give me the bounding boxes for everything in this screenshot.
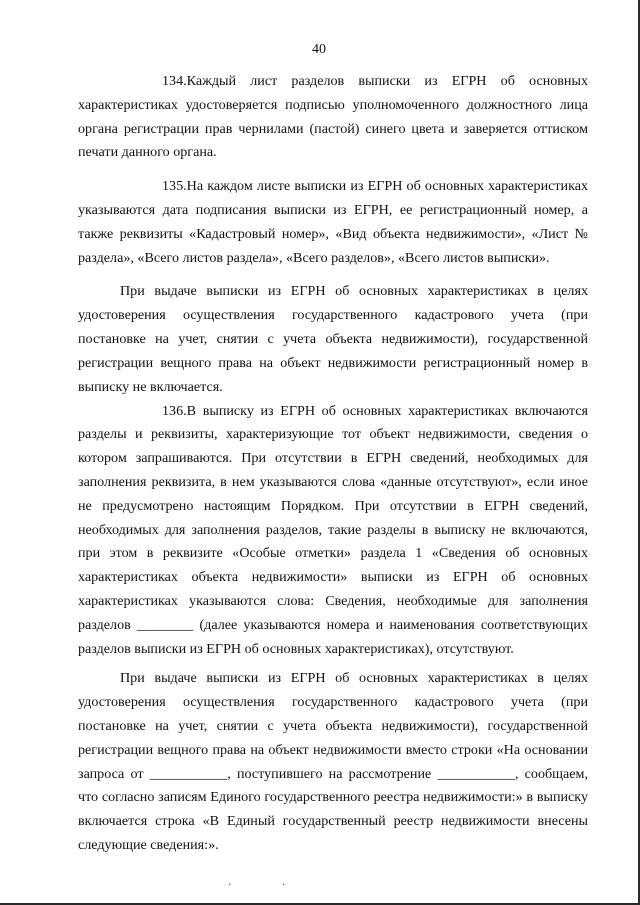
paragraph-134 [78, 70, 588, 165]
paragraph-text: Каждый лист разделов выписки из ЕГРН об основных характеристиках удостоверяется подписью уполномоченного должностного лица органа регистрации прав чернилами (пастой) синего цвета и заверяется оттиском печати данного органа. [78, 73, 588, 161]
document-body [78, 70, 588, 858]
paragraph-text: При выдаче выписки из ЕГРН об основных характеристиках в целях удостоверения осуществления государственного кадастрового учета (при постановке на учет, снятии с учета объекта недвижимости), государственной регистрации вещного права на объект недвижимости регистрационный номер в выписку не включается. [78, 283, 588, 395]
paragraph-text: В выписку из ЕГРН об основных характеристиках включаются разделы и реквизиты, характеризующие тот объект недвижимости, сведения о котором запрашиваются. При отсутствии в ЕГРН сведений, необходимых для заполнения реквизита, в нем указываются слова «данные отсутствуют», если иное не предусмотрено настоящим Порядком. При отсутствии в ЕГРН сведений, необходимых для заполнения разделов, такие разделы в выписку не включаются, при этом в реквизите «Особые отметки» раздела 1 «Сведения об основных характеристиках объекта недвижимости» выписки из ЕГРН об основных характеристиках указываются слова: Сведения, необходимые для заполнения разделов ________ (далее указываются номера и наименования соответствующих разделов выписки из ЕГРН об основных характеристиках), отсутствуют. [78, 402, 588, 657]
paragraph-number: 134. [162, 73, 187, 89]
paragraph-number: 135. [162, 178, 187, 195]
paragraph-135-registration-note [78, 280, 588, 399]
page-number: 40 [312, 42, 326, 57]
paragraph-136 [78, 400, 588, 662]
paragraph-text: На каждом листе выписки из ЕГРН об основных характеристиках указываются дата подписания выписки из ЕГРН, ее регистрационный номер, а также реквизиты «Кадастровый номер», «Вид объекта недвижимости», «Лист № раздела», «Всего листов раздела», «Всего разделов», «Всего листов выписки». [78, 178, 588, 266]
paragraph-text: При выдаче выписки из ЕГРН об основных характеристиках в целях удостоверения осуществления государственного кадастрового учета (при постановке на учет, снятии с учета объекта недвижимости), государственной регистрации вещного права на объект недвижимости вместо строки «На основании запроса от ___________, поступившего на рассмотрение ___________, сообщаем, что согласно записям Единого государственного реестра недвижимости:» в выписку включается строка «В Единый государственный реестр недвижимости внесены следующие сведения:». [78, 670, 588, 853]
scan-specks: · · [228, 880, 310, 891]
paragraph-number: 136. [162, 402, 187, 419]
paragraph-136-replacement-line [78, 667, 588, 857]
paragraph-135 [78, 175, 588, 270]
